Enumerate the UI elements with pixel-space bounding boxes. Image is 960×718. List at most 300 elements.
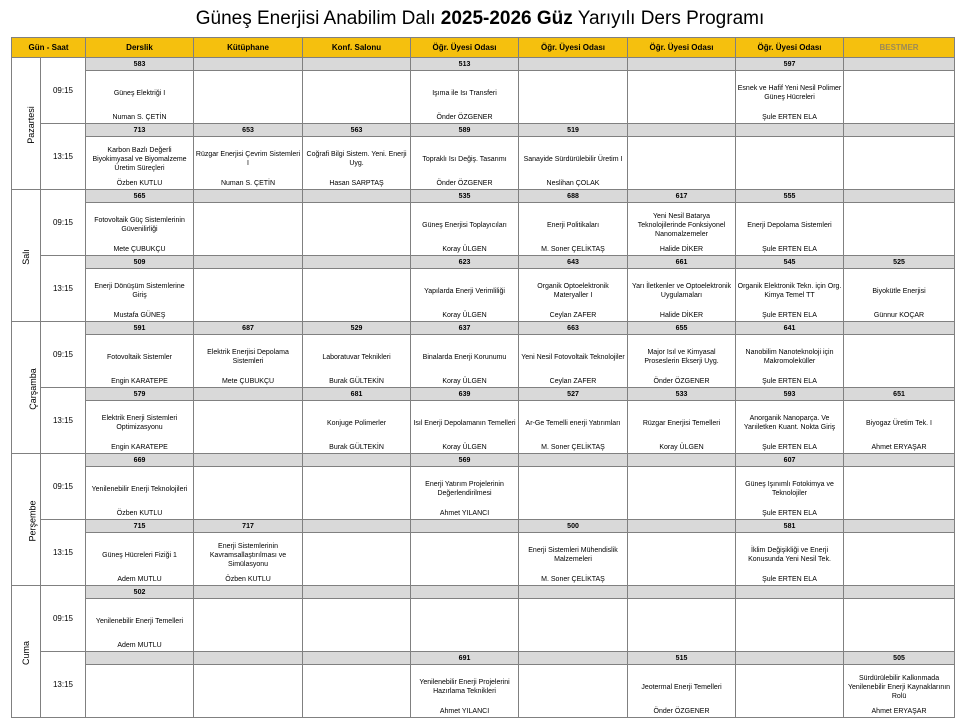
course-cell-content — [194, 71, 302, 123]
code-row — [12, 124, 955, 137]
header-ogr-uyesi-odasi-3: Öğr. Üyesi Odası — [628, 38, 736, 58]
course-cell-content — [411, 269, 518, 321]
course-name: Güneş Hücreleri Fiziği 1 — [102, 551, 177, 559]
course-cell — [519, 533, 628, 586]
course-cell-content — [194, 203, 302, 255]
course-cell — [519, 137, 628, 190]
course-cell-content — [194, 137, 302, 189]
course-cell — [86, 467, 194, 520]
course-name: Yenilenebilir Enerji Temelleri — [95, 617, 184, 625]
header-ogr-uyesi-odasi-2: Öğr. Üyesi Odası — [519, 38, 628, 58]
header-konf-salonu: Konf. Salonu — [303, 38, 411, 58]
course-cell — [736, 533, 844, 586]
course-instructor: Koray ÜLGEN — [442, 312, 487, 319]
course-instructor: Koray ÜLGEN — [659, 444, 704, 451]
course-instructor: Mustafa GÜNEŞ — [113, 312, 166, 319]
course-cell — [411, 599, 519, 652]
course-name: Yeni Nesil Fotovoltaik Teknolojiler — [521, 353, 625, 361]
course-cell-content — [736, 599, 843, 651]
course-cell-content — [194, 269, 302, 321]
course-code — [844, 322, 955, 335]
course-name: Isıl Enerji Depolamanın Temelleri — [413, 419, 516, 427]
course-cell-content — [303, 269, 410, 321]
course-cell — [736, 401, 844, 454]
course-cell — [628, 401, 736, 454]
course-name: Yenilenebilir Enerji Teknolojileri — [91, 485, 188, 493]
course-cell — [303, 467, 411, 520]
course-cell — [194, 467, 303, 520]
schedule-table — [11, 37, 955, 718]
course-code: 593 — [736, 388, 844, 401]
course-cell-content — [303, 71, 410, 123]
course-cell — [519, 71, 628, 124]
course-cell — [194, 665, 303, 718]
course-cell — [628, 269, 736, 322]
course-cell-content — [194, 335, 302, 387]
course-row — [12, 71, 955, 124]
course-instructor: Günnur KOÇAR — [873, 312, 925, 319]
course-instructor: Ahmet ERYAŞAR — [871, 444, 927, 451]
course-cell-content — [736, 533, 843, 585]
course-cell-content — [628, 467, 735, 519]
course-cell — [844, 533, 955, 586]
course-instructor: Koray ÜLGEN — [442, 444, 487, 451]
day-name: Çarşamba — [27, 367, 38, 410]
course-cell-content — [519, 665, 627, 717]
course-cell-content — [628, 137, 735, 189]
course-instructor: M. Soner ÇELİKTAŞ — [541, 576, 605, 583]
course-code — [303, 58, 411, 71]
course-name: Yarı İletkenler ve Optoelektronik Uygulamaları — [631, 283, 732, 299]
course-cell-content — [844, 467, 954, 519]
course-cell-content — [628, 335, 735, 387]
course-cell-content — [86, 467, 193, 519]
course-code: 565 — [86, 190, 194, 203]
course-cell — [411, 269, 519, 322]
course-code: 569 — [411, 454, 519, 467]
course-cell-content — [844, 335, 954, 387]
code-row — [12, 256, 955, 269]
course-cell — [736, 665, 844, 718]
course-cell-content — [736, 335, 843, 387]
course-cell-content — [86, 401, 193, 453]
course-code: 589 — [411, 124, 519, 137]
course-code — [303, 454, 411, 467]
title-prefix: Güneş Enerjisi Anabilim Dalı — [195, 8, 436, 29]
course-name: Konjuge Polimerler — [326, 419, 387, 427]
course-name: Ar-Ge Temelli enerji Yatırımları — [525, 419, 621, 427]
header-bestmer: BESTMER — [844, 38, 955, 58]
course-cell — [519, 599, 628, 652]
course-instructor: Şule ERTEN ELA — [762, 444, 817, 451]
header-derslik: Derslik — [86, 38, 194, 58]
day-name: Cuma — [20, 640, 31, 665]
course-code: 505 — [844, 652, 955, 665]
course-cell — [411, 665, 519, 718]
course-instructor: Ceylan ZAFER — [549, 378, 597, 385]
course-cell-content — [736, 71, 843, 123]
course-cell-content — [519, 71, 627, 123]
course-cell-content — [736, 467, 843, 519]
course-code: 502 — [86, 586, 194, 599]
course-cell-content — [86, 137, 193, 189]
course-name: Güneş Işınımlı Fotokimya ve Teknolojiler — [745, 481, 834, 497]
course-code — [628, 58, 736, 71]
course-cell — [628, 467, 736, 520]
course-name: Sanayide Sürdürülebilir Üretim I — [523, 155, 623, 163]
course-cell-content — [736, 137, 843, 189]
course-cell-content — [303, 203, 410, 255]
course-cell-content — [519, 335, 627, 387]
course-code: 639 — [411, 388, 519, 401]
course-cell — [519, 665, 628, 718]
course-instructor: Engin KARATEPE — [111, 378, 168, 385]
course-cell — [303, 71, 411, 124]
course-name: Rüzgar Enerjisi Temelleri — [642, 419, 721, 427]
course-cell — [628, 203, 736, 256]
course-instructor: Koray ÜLGEN — [442, 378, 487, 385]
code-row — [12, 520, 955, 533]
course-name: Organik Elektronik Tekn. için Org. Kimya Temel TT — [737, 283, 842, 299]
header-ogr-uyesi-odasi-1: Öğr. Üyesi Odası — [411, 38, 519, 58]
course-cell-content — [194, 533, 302, 585]
time-slot: 09:15 — [41, 322, 86, 388]
course-code — [844, 586, 955, 599]
course-cell-content — [628, 269, 735, 321]
course-name: Enerji Yatırım Projelerinin Değerlendirilmesi — [425, 481, 504, 497]
course-cell-content — [411, 467, 518, 519]
course-code: 653 — [194, 124, 303, 137]
course-name: Binalarda Enerji Korunumu — [422, 353, 507, 361]
time-slot: 13:15 — [41, 124, 86, 190]
code-row — [12, 58, 955, 71]
course-cell — [411, 467, 519, 520]
course-code: 661 — [628, 256, 736, 269]
course-code: 555 — [736, 190, 844, 203]
day-label — [12, 586, 41, 718]
course-instructor: Şule ERTEN ELA — [762, 246, 817, 253]
course-instructor: Halide DİKER — [659, 246, 704, 253]
course-instructor: Neslihan ÇOLAK — [546, 180, 600, 187]
course-cell-content — [519, 137, 627, 189]
course-cell — [86, 203, 194, 256]
time-slot: 13:15 — [41, 520, 86, 586]
course-cell — [194, 203, 303, 256]
course-instructor: Ahmet YILANCI — [439, 708, 490, 715]
course-cell — [628, 665, 736, 718]
course-cell — [628, 533, 736, 586]
course-name: Laboratuvar Teknikleri — [322, 353, 391, 361]
course-code: 641 — [736, 322, 844, 335]
title-suffix: Yarıyılı Ders Programı — [577, 8, 765, 29]
course-name: Major Isıl ve Kimyasal Proseslerin Ekserji Uyg. — [644, 349, 719, 365]
course-code — [844, 454, 955, 467]
course-code — [194, 58, 303, 71]
course-code: 545 — [736, 256, 844, 269]
course-cell — [844, 335, 955, 388]
course-code — [519, 454, 628, 467]
course-cell-content — [411, 137, 518, 189]
course-code — [303, 520, 411, 533]
course-code — [519, 586, 628, 599]
course-cell-content — [844, 71, 954, 123]
course-cell-content — [519, 599, 627, 651]
course-cell — [519, 401, 628, 454]
course-cell — [194, 401, 303, 454]
course-code: 688 — [519, 190, 628, 203]
course-code — [736, 652, 844, 665]
course-cell — [86, 533, 194, 586]
course-instructor: M. Soner ÇELİKTAŞ — [541, 246, 605, 253]
course-code — [844, 190, 955, 203]
course-name: Enerji Depolama Sistemleri — [747, 221, 832, 229]
course-instructor: Önder ÖZGENER — [436, 180, 493, 187]
course-name: Coğrafi Bilgi Sistem. Yeni. Enerji Uyg. — [306, 151, 407, 167]
course-instructor: Şule ERTEN ELA — [762, 378, 817, 385]
course-name: Güneş Enerjisi Toplayıcıları — [422, 221, 507, 229]
course-name: Rüzgar Enerjisi Çevrim Sistemleri I — [195, 151, 301, 167]
course-instructor: Adem MUTLU — [117, 576, 162, 583]
course-code — [194, 652, 303, 665]
course-code — [628, 520, 736, 533]
course-cell-content — [86, 599, 193, 651]
course-code: 525 — [844, 256, 955, 269]
course-instructor: Özben KUTLU — [225, 576, 271, 583]
course-cell — [844, 665, 955, 718]
course-cell-content — [844, 269, 954, 321]
course-code: 527 — [519, 388, 628, 401]
course-row — [12, 665, 955, 718]
course-cell — [86, 137, 194, 190]
course-cell — [844, 203, 955, 256]
course-cell — [194, 269, 303, 322]
course-cell — [303, 599, 411, 652]
course-code: 581 — [736, 520, 844, 533]
course-name: Güneş Elektriği I — [113, 89, 166, 97]
course-cell — [844, 467, 955, 520]
course-cell — [844, 269, 955, 322]
course-cell-content — [411, 71, 518, 123]
course-instructor: Halide DİKER — [659, 312, 704, 319]
time-slot: 09:15 — [41, 58, 86, 124]
time-slot: 13:15 — [41, 388, 86, 454]
course-cell-content — [519, 269, 627, 321]
course-cell — [519, 203, 628, 256]
course-instructor: Burak GÜLTEKİN — [329, 378, 384, 385]
course-code — [303, 652, 411, 665]
course-cell-content — [519, 467, 627, 519]
course-cell — [519, 335, 628, 388]
schedule-body — [12, 58, 955, 718]
course-cell — [844, 599, 955, 652]
course-cell — [736, 467, 844, 520]
header-ogr-uyesi-odasi-4: Öğr. Üyesi Odası — [736, 38, 844, 58]
course-instructor: Ahmet YILANCI — [439, 510, 490, 517]
course-row — [12, 203, 955, 256]
course-cell-content — [736, 665, 843, 717]
course-code: 529 — [303, 322, 411, 335]
course-code: 655 — [628, 322, 736, 335]
course-code: 623 — [411, 256, 519, 269]
course-code — [303, 256, 411, 269]
course-cell-content — [628, 665, 735, 717]
course-code: 583 — [86, 58, 194, 71]
course-instructor: Hasan SARPTAŞ — [329, 180, 384, 187]
course-cell — [194, 599, 303, 652]
course-cell-content — [194, 467, 302, 519]
course-cell — [303, 137, 411, 190]
course-code — [411, 520, 519, 533]
course-row — [12, 533, 955, 586]
course-instructor: Önder ÖZGENER — [653, 378, 710, 385]
course-name: Elektrik Enerjisi Depolama Sistemleri — [207, 349, 289, 365]
course-code — [194, 454, 303, 467]
course-cell-content — [194, 665, 302, 717]
course-cell — [628, 71, 736, 124]
schedule-grid — [11, 37, 954, 715]
course-name: Esnek ve Hafif Yeni Nesil Polimer Güneş Hücreleri — [737, 85, 842, 101]
course-code — [303, 190, 411, 203]
course-name: Jeotermal Enerji Temelleri — [641, 683, 722, 691]
header-kutuphane: Kütüphane — [194, 38, 303, 58]
course-cell-content — [194, 599, 302, 651]
course-cell-content — [628, 203, 735, 255]
header-row — [12, 38, 955, 58]
course-cell — [844, 137, 955, 190]
course-cell-content — [844, 401, 954, 453]
course-instructor: Koray ÜLGEN — [442, 246, 487, 253]
course-cell-content — [86, 533, 193, 585]
course-code — [844, 58, 955, 71]
day-name: Salı — [20, 248, 31, 265]
course-name: Sürdürülebilir Kalkınmada Yenilenebilir Enerji Kaynaklarının Rolü — [847, 674, 951, 700]
course-code — [736, 586, 844, 599]
course-name: Karbon Bazlı Değerli Biyokimyasal ve Biyomalzeme Üretim Süreçleri — [92, 146, 187, 172]
course-cell — [844, 401, 955, 454]
course-cell — [86, 665, 194, 718]
course-instructor: Şule ERTEN ELA — [762, 312, 817, 319]
course-cell — [86, 269, 194, 322]
course-name: Fotovoltaik Güç Sistemlerinin Güvenilirliği — [94, 217, 185, 233]
course-code: 579 — [86, 388, 194, 401]
course-code: 591 — [86, 322, 194, 335]
course-code — [519, 58, 628, 71]
course-name: Biyogaz Üretim Tek. I — [866, 419, 933, 427]
course-cell-content — [844, 599, 954, 651]
course-code: 713 — [86, 124, 194, 137]
course-cell-content — [411, 665, 518, 717]
course-instructor: Adem MUTLU — [117, 642, 162, 649]
course-code — [411, 586, 519, 599]
course-name: Yeni Nesil Batarya Teknolojilerinde Fonksiyonel Nanomalzemeler — [637, 212, 726, 238]
course-name: Işıma ile Isı Transferi — [432, 89, 497, 97]
course-cell-content — [519, 533, 627, 585]
course-cell — [86, 401, 194, 454]
course-instructor: Önder ÖZGENER — [436, 114, 493, 121]
course-cell — [86, 599, 194, 652]
course-cell-content — [844, 203, 954, 255]
course-name: Topraklı Isı Değiş. Tasarımı — [422, 155, 507, 163]
course-code: 717 — [194, 520, 303, 533]
course-name: Organik Optoelektronik Materyaller I — [537, 283, 609, 299]
course-code — [844, 520, 955, 533]
title-year: 2025-2026 Güz — [440, 8, 573, 29]
course-cell — [519, 269, 628, 322]
day-name: Pazartesi — [25, 105, 36, 144]
course-code: 617 — [628, 190, 736, 203]
course-code: 687 — [194, 322, 303, 335]
course-name: Elektrik Enerji Sistemleri Optimizasyonu — [101, 415, 178, 431]
course-cell — [303, 203, 411, 256]
course-cell-content — [303, 335, 410, 387]
course-code: 651 — [844, 388, 955, 401]
course-code: 519 — [519, 124, 628, 137]
course-code — [303, 586, 411, 599]
course-cell-content — [303, 467, 410, 519]
code-row — [12, 586, 955, 599]
course-cell — [303, 533, 411, 586]
course-row — [12, 335, 955, 388]
course-code — [628, 586, 736, 599]
course-cell — [303, 665, 411, 718]
course-code: 597 — [736, 58, 844, 71]
course-instructor: Burak GÜLTEKİN — [329, 444, 384, 451]
course-code: 533 — [628, 388, 736, 401]
course-cell — [411, 335, 519, 388]
course-cell-content — [736, 401, 843, 453]
course-name: Yenilenebilir Enerji Projelerini Hazırlama Teknikleri — [419, 679, 510, 695]
time-slot: 09:15 — [41, 586, 86, 652]
course-cell — [303, 269, 411, 322]
course-name: Fotovoltaik Sistemler — [107, 353, 172, 361]
course-cell — [303, 401, 411, 454]
course-cell — [736, 203, 844, 256]
course-cell-content — [519, 401, 627, 453]
code-row — [12, 454, 955, 467]
course-instructor: Ceylan ZAFER — [549, 312, 597, 319]
day-label — [12, 58, 41, 190]
course-code: 691 — [411, 652, 519, 665]
time-slot: 09:15 — [41, 454, 86, 520]
course-code — [194, 190, 303, 203]
course-cell-content — [628, 533, 735, 585]
course-cell-content — [628, 401, 735, 453]
course-cell-content — [519, 203, 627, 255]
course-cell — [194, 335, 303, 388]
course-cell — [844, 71, 955, 124]
course-cell-content — [411, 335, 518, 387]
course-cell-content — [628, 71, 735, 123]
course-instructor: Önder ÖZGENER — [653, 708, 710, 715]
course-cell — [628, 599, 736, 652]
course-code: 515 — [628, 652, 736, 665]
course-code — [844, 124, 955, 137]
course-name: Yapılarda Enerji Verimliliği — [424, 287, 505, 295]
course-code — [194, 388, 303, 401]
course-cell-content — [86, 335, 193, 387]
course-instructor: Numan S. ÇETİN — [112, 114, 167, 121]
course-cell-content — [411, 401, 518, 453]
course-cell — [194, 71, 303, 124]
course-cell-content — [303, 401, 410, 453]
course-cell-content — [86, 203, 193, 255]
course-cell-content — [736, 203, 843, 255]
course-code — [628, 124, 736, 137]
course-code: 643 — [519, 256, 628, 269]
course-instructor: Engin KARATEPE — [111, 444, 168, 451]
page-title — [0, 6, 960, 32]
course-cell — [411, 137, 519, 190]
